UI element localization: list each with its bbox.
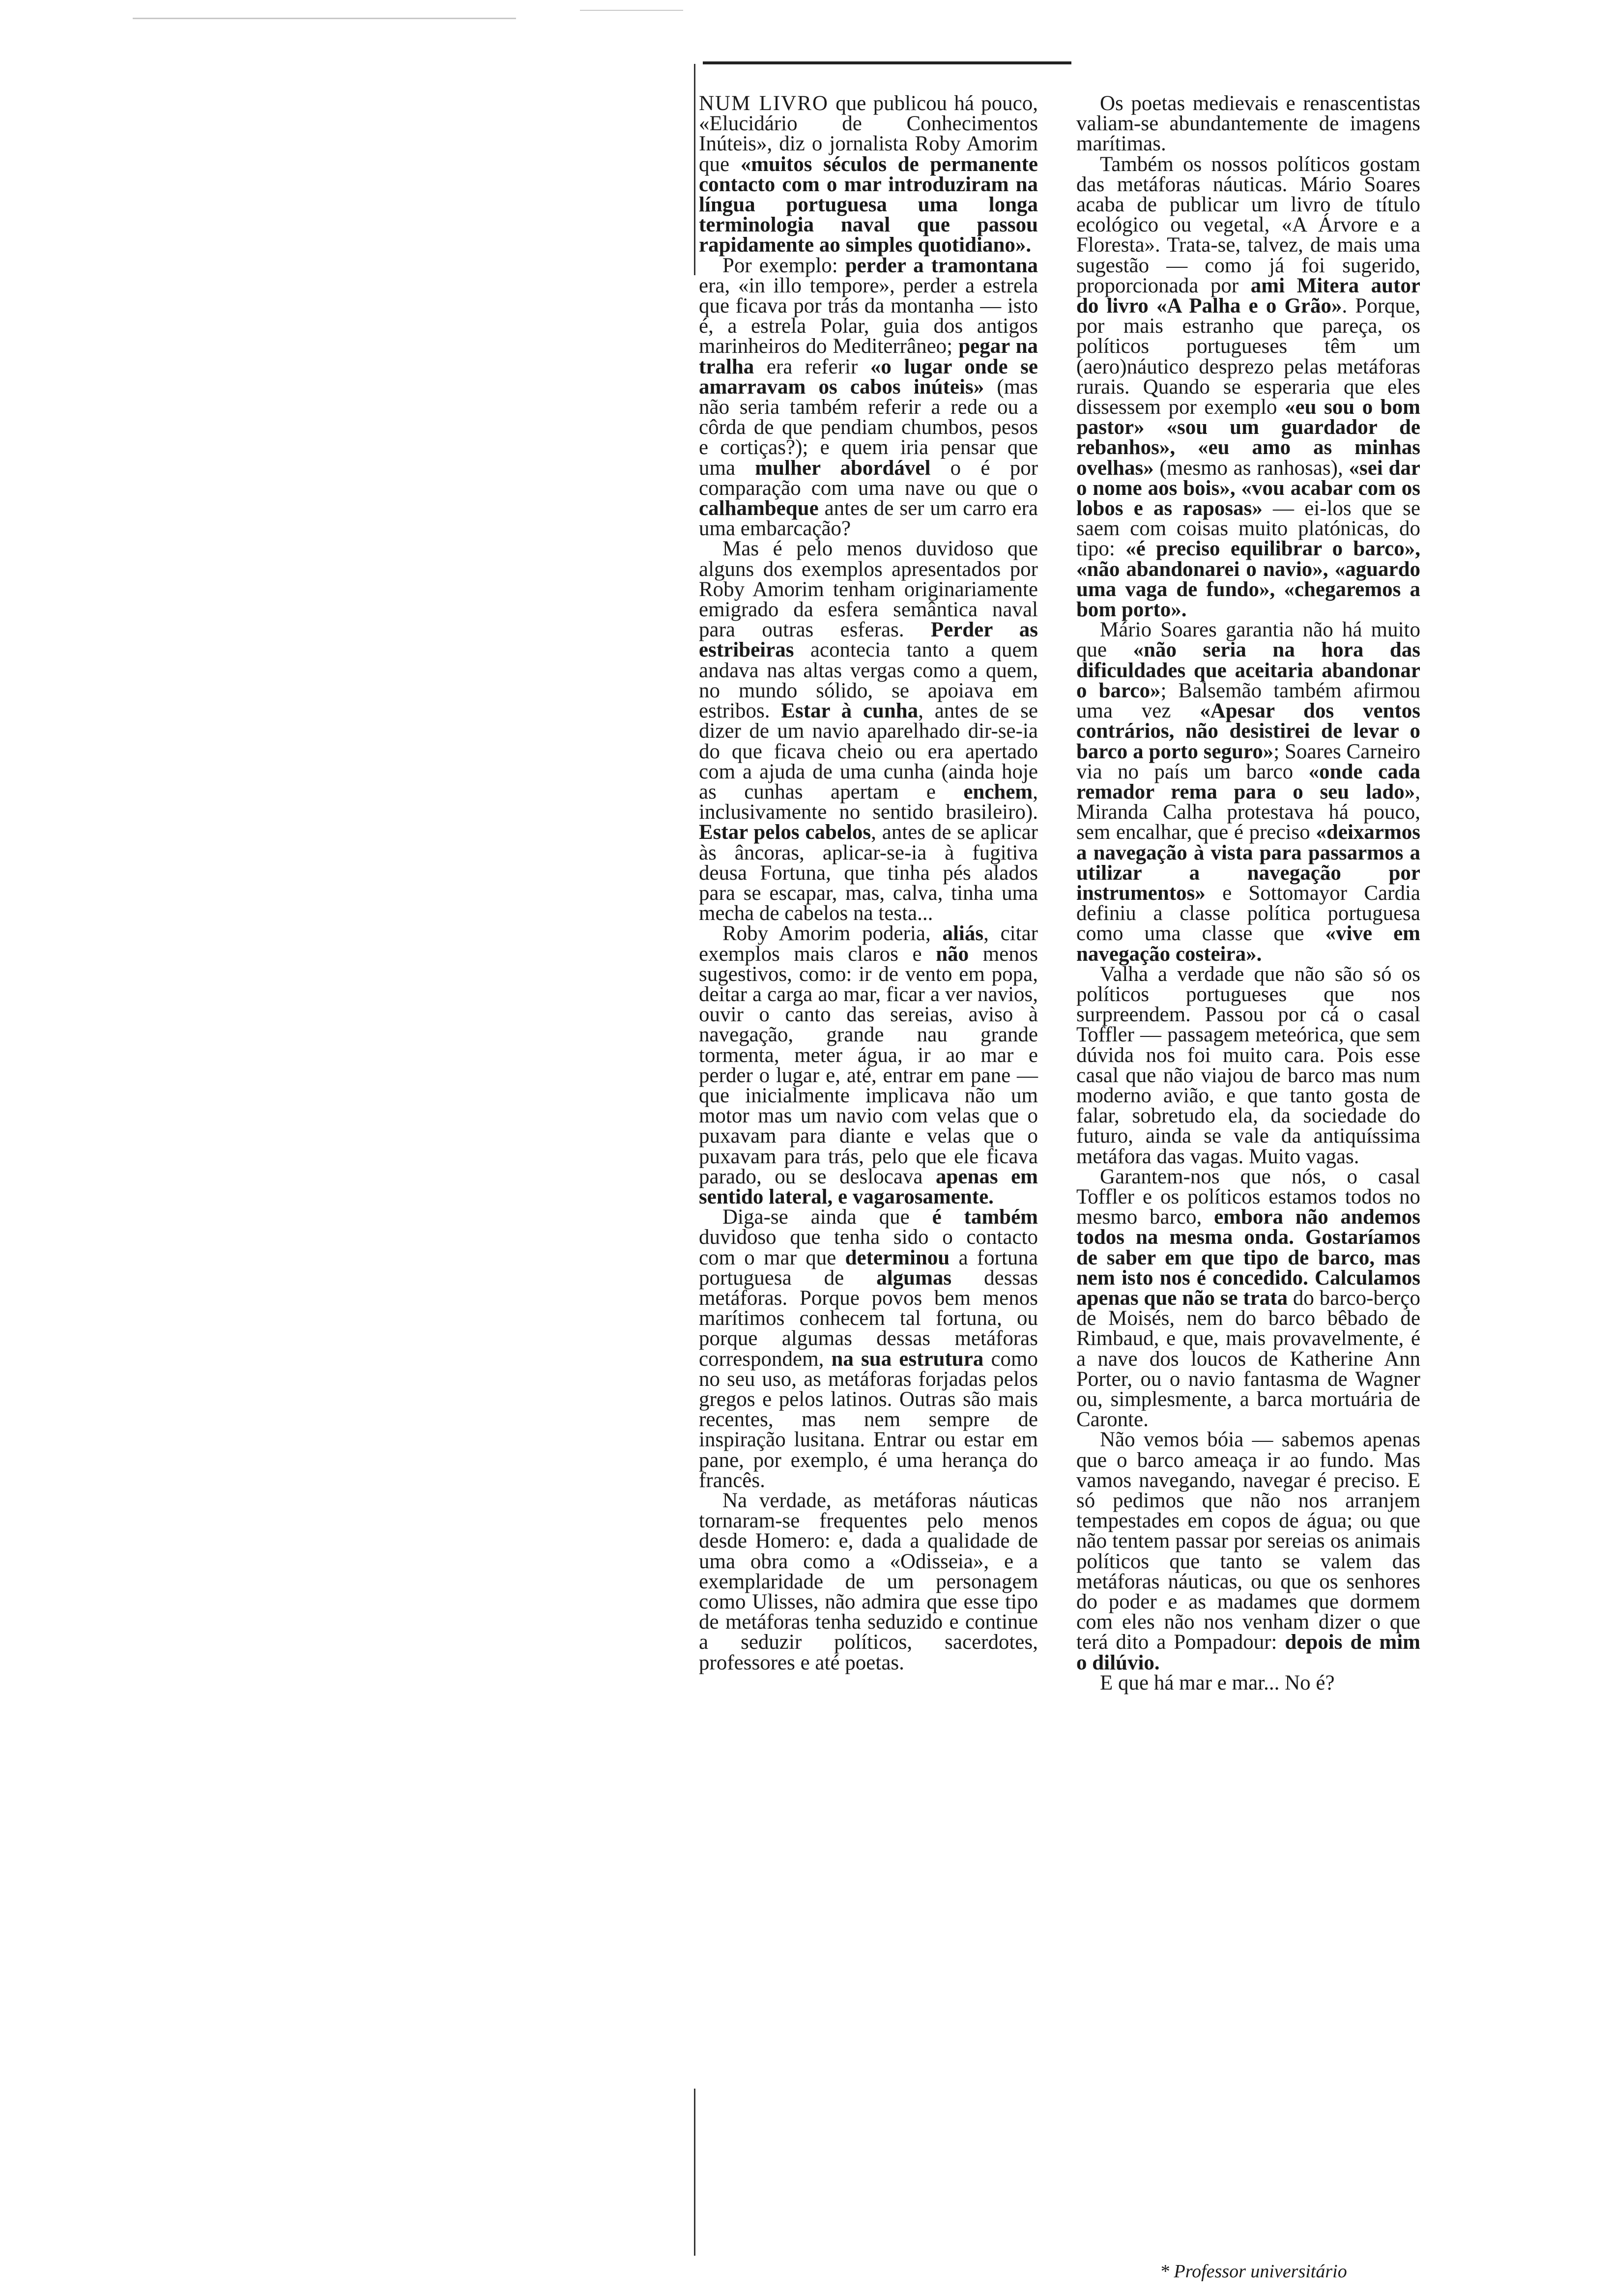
paragraph: Os poetas medievais e renascentistas valiam-se abundantemente de imagens marítimas. (1076, 92, 1420, 156)
text-run: do barco-berço de Moisés, nem do barco bêbado de Rimbaud, e que, mais provavelmente, é a nave dos loucos de Katherine Ann Porter, ou o navio fantasma de Wagner ou, simplesmente, a barca mortuária de Caronte. (1076, 1286, 1420, 1432)
text-run: Mário Soares garantia não há muito que (1076, 618, 1420, 662)
paragraph (1076, 1167, 1420, 1430)
emphasis: não (936, 942, 969, 966)
text-run: Mas é pelo menos duvidoso que alguns dos exemplos apresentados por Roby Amorim tenham originariamente emigrado da esfera semântica naval para outras esferas. (699, 537, 1038, 642)
paragraph (699, 93, 1038, 256)
emphasis: «vive em navegação costeira». (1076, 922, 1420, 966)
opening-words: NUM LIVRO (699, 92, 829, 115)
text-run: e Sottomayor Cardia definiu a classe política portuguesa como uma classe que (1076, 881, 1420, 946)
emphasis: determinou (845, 1246, 950, 1269)
text-run: era referir (754, 355, 870, 378)
text-run: o é por comparação com uma nave ou que o (699, 456, 1038, 500)
emphasis: apenas em sentido lateral, e vagarosamente. (699, 1165, 1038, 1208)
column-side-rule (694, 2089, 695, 2256)
paragraph (699, 1207, 1038, 1491)
emphasis: na sua estrutura (831, 1347, 984, 1371)
emphasis: «deixarmos a navegação à vista para passarmos a utilizar a navegação por instrumentos» (1076, 821, 1420, 905)
emphasis: «Apesar dos ventos contrários, não desistirei de levar o barco a porto seguro» (1076, 699, 1420, 763)
paragraph (699, 256, 1038, 539)
emphasis: é também (932, 1205, 1038, 1229)
article-column-left (699, 93, 1038, 1673)
text-run: acontecia tanto a quem andava nas altas vergas como a quem, no mundo sólido, se apoiava em estribos. (699, 638, 1038, 723)
emphasis: «eu sou o bom pastor» «sou um guardador de rebanhos», «eu amo as minhas ovelhas» (1076, 396, 1420, 480)
closing-line: E que há mar e mar... No é? (1100, 1671, 1335, 1694)
text-run: , Miranda Calha protestava há pouco, sem encalhar, que é preciso (1076, 780, 1420, 844)
emphasis: «é preciso equilibrar o barco», «não abandonarei o navio», «aguardo uma vaga de fundo», «chegaremos a bom porto». (1076, 537, 1420, 622)
column-top-rule (703, 61, 1071, 64)
emphasis: mulher abordável (755, 456, 931, 480)
emphasis: depois de mim o dilúvio. (1076, 1631, 1420, 1674)
author-footnote: * Professor universitário (1160, 2261, 1347, 2282)
article-column-right (1076, 93, 1420, 1693)
text-run: , inclusivamente no sentido brasileiro). (699, 780, 1038, 824)
text-run: menos sugestivos, como: ir de vento em popa, deitar a carga ao mar, ficar a ver navios, ouvir o canto das sereias, aviso à navegação, grande nau grande tormenta, meter água, ir ao mar e perder o lugar e, até, entrar em pane — que inicialmente implicava não um motor mas um navio com velas que o puxavam para diante e velas que o puxavam para trás, pelo que ele ficava parado, ou se deslocava (699, 942, 1038, 1188)
paragraph (1076, 620, 1420, 964)
text-run: ; Soares Carneiro via no país um barco (1076, 740, 1420, 783)
text-run: — ei-los que se saem com coisas muito platónicas, do tipo: (1076, 497, 1420, 561)
emphasis: algumas (876, 1266, 952, 1290)
paragraph: Valha a verdade que não são só os políticos portugueses que nos surpreendem. Passou por cá o casal Toffler — passagem meteórica, que sem dúvida nos foi muito cara. Pois esse casal que não viajou de barco mas num moderno avião, e que tanto gosta de falar, sobretudo ela, da sociedade do futuro, ainda se vale da antiquíssima metáfora das vagas. Muito vagas. (1076, 962, 1420, 1168)
emphasis: aliás (942, 922, 984, 946)
text-run: , antes de se dizer de um navio aparelhado dir-se-ia do que ficava cheio ou era apertado com a ajuda de uma cunha (ainda hoje as cunhas apertam e (699, 699, 1038, 804)
text-run: Também os nossos políticos gostam das metáforas náuticas. Mário Soares acaba de publicar um livro de título ecológico ou vegetal, «A Árvore e a Floresta». Trata-se, talvez, de mais uma sugestão — como já foi sugerido, proporcionada por (1076, 152, 1420, 297)
paragraph: Na verdade, as metáforas náuticas tornaram-se frequentes pelo menos desde Homero: e, dada a qualidade de uma obra como a «Odisseia», e a exemplaridade de um personagem como Ulisses, não admira que esse tipo de metáforas tenha seduzido e continue a seduzir políticos, sacerdotes, professores e até poetas. (699, 1489, 1038, 1674)
text-run: (mas não seria também referir a rede ou a côrda de que pendiam chumbos, pesos e cortiças?); e quem iria pensar que uma (699, 375, 1038, 480)
text-run: . Porque, por mais estranho que pareça, os políticos portugueses têm um (aero)náutico desprezo pelas metáforas rurais. Quando se esperaria que eles dissessem por exemplo (1076, 294, 1420, 419)
text-run: , antes de se aplicar às âncoras, aplicar-se-ia à fugitiva deusa Fortuna, que tinha pés alados para se escapar, mas, calva, tinha uma mecha de cabelos na testa... (699, 821, 1038, 925)
emphasis: Perder as estribeiras (699, 618, 1038, 662)
text-run: era, «in illo tempore», perder a estrela que ficava por trás da montanha — isto é, a estrela Polar, guia dos antigos marinheiros do Mediterrâneo; (699, 274, 1038, 358)
paragraph (699, 539, 1038, 923)
text-run: como no seu uso, as metáforas forjadas pelos gregos e pelos latinos. Outras são mais recentes, mas nem sempre de inspiração lusitana. Entrar ou estar em pane, por exemplo, é uma herança do francês. (699, 1347, 1038, 1492)
emphasis: calhambeque (699, 497, 819, 520)
paragraph (1076, 1430, 1420, 1672)
emphasis: pegar na tralha (699, 335, 1038, 378)
text-run: (mesmo as ranhosas), (1153, 456, 1349, 480)
text-run: Roby Amorim poderia, (722, 922, 943, 946)
emphasis: «sei dar o nome aos bois», «vou acabar com os lobos e as raposas» (1076, 456, 1420, 520)
emphasis: Estar à cunha (781, 699, 919, 723)
text-run: Garantem-nos que nós, o casal Toffler e os políticos estamos todos no mesmo barco, (1076, 1165, 1420, 1229)
emphasis: Estar pelos cabelos (699, 821, 871, 844)
paragraph (699, 923, 1038, 1207)
emphasis: «o lugar onde se amarravam os cabos inúteis» (699, 355, 1038, 399)
scan-artifact-line (580, 10, 683, 11)
text-run: a fortuna portuguesa de (699, 1246, 1038, 1290)
emphasis: «onde cada remador rema para o seu lado» (1076, 760, 1420, 804)
emphasis: perder a tramontana (845, 254, 1038, 277)
emphasis: «não seria na hora das dificuldades que aceitaria abandonar o barco» (1076, 638, 1420, 702)
emphasis: «muitos séculos de permanente contacto com o mar introduziram na língua portuguesa uma longa terminologia naval que passou rapidamente ao simples quotidiano». (699, 152, 1038, 257)
emphasis: embora não andemos todos na mesma onda. Gostaríamos de saber em que tipo de barco, mas nem isto nos é concedido. Calculamos apenas que não se trata (1076, 1205, 1420, 1310)
text-run: ; Balsemão também afirmou uma vez (1076, 679, 1421, 723)
text-run: antes de ser um carro era uma embarcação? (699, 497, 1038, 541)
text-run: Não vemos bóia — sabemos apenas que o barco ameaça ir ao fundo. Mas vamos navegando, navegar é preciso. E só pedimos que não nos arranjem tempestades em copos de água; ou que não tentem passar por sereias os animais políticos que tanto se valem das metáforas náuticas, ou que os senhores do poder e as madames que dormem com eles não nos venham dizer o que terá dito a Pompadour: (1076, 1428, 1420, 1654)
scan-artifact-line (133, 18, 516, 19)
text-run: Por exemplo: (722, 254, 845, 277)
emphasis: ami Mitera autor do livro «A Palha e o Grão» (1076, 274, 1420, 318)
text-run: dessas metáforas. Porque povos bem menos marítimos conhecem tal fortuna, ou porque algumas dessas metáforas correspondem, (699, 1266, 1038, 1371)
text-run: Diga-se ainda que (722, 1205, 932, 1229)
text-run: , citar exemplos mais claros e (699, 922, 1038, 966)
emphasis: enchem (963, 780, 1033, 804)
text-run: duvidoso que tenha sido o contacto com o mar que (699, 1226, 1038, 1269)
column-side-rule (694, 64, 695, 275)
paragraph (1076, 154, 1420, 620)
text-run: que publicou há pouco, «Elucidário de Conhecimentos Inúteis», diz o jornalista Roby Amorim que (699, 92, 1038, 176)
